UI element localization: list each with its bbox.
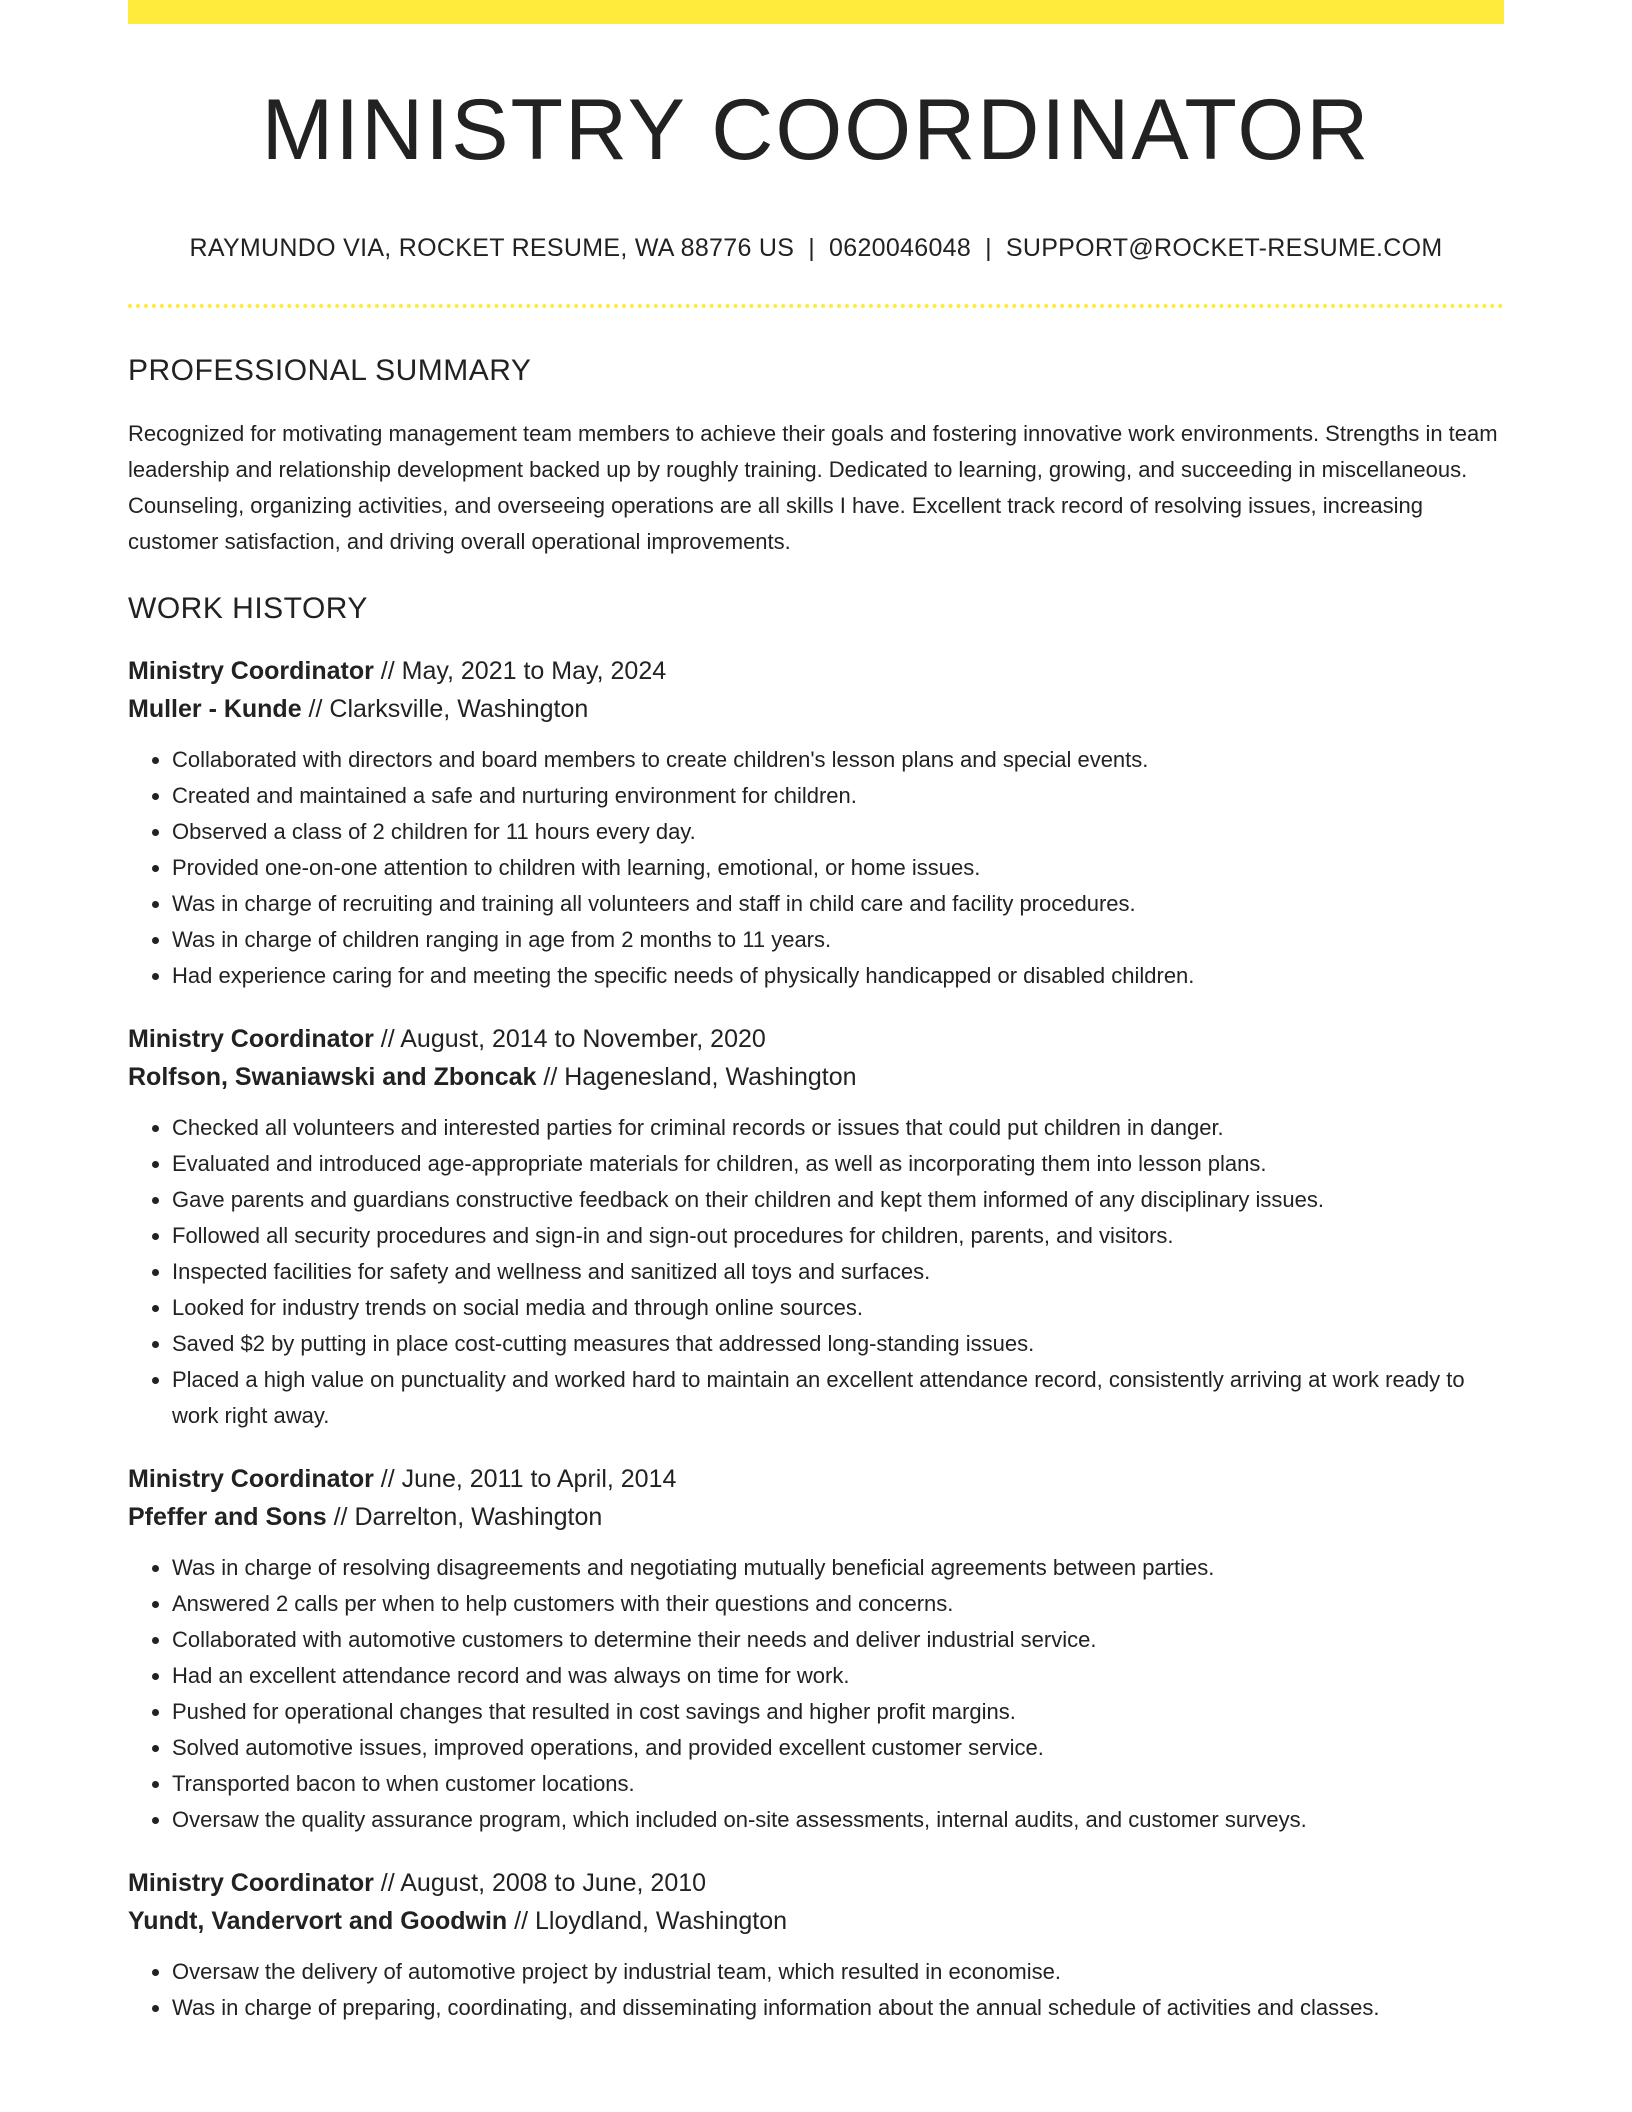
list-item: • Checked all volunteers and interested parties for criminal records or issues that could put children in danger. xyxy=(172,1110,1504,1146)
job-delimiter: // xyxy=(507,1907,535,1935)
list-item: • Oversaw the quality assurance program, which included on-site assessments, internal audits, and customer surveys. xyxy=(172,1802,1504,1838)
job-entry xyxy=(128,652,1504,994)
job-delimiter: // xyxy=(373,1025,401,1053)
job-bullets xyxy=(128,742,1504,994)
job-bullets xyxy=(128,1550,1504,1838)
contact-address: RAYMUNDO VIA, ROCKET RESUME, WA 88776 US xyxy=(189,234,795,262)
list-item: • Followed all security procedures and sign-in and sign-out procedures for children, parents, and visitors. xyxy=(172,1218,1504,1254)
job-delimiter: // xyxy=(536,1063,565,1091)
job-company: Pfeffer and Sons xyxy=(128,1503,327,1531)
job-company-line xyxy=(128,690,1504,728)
job-delimiter: // xyxy=(373,1465,402,1493)
contact-separator: | xyxy=(985,234,992,262)
contact-phone: 0620046048 xyxy=(829,234,972,262)
contact-separator: | xyxy=(808,234,816,262)
job-company: Yundt, Vandervort and Goodwin xyxy=(128,1907,508,1935)
list-item: • Saved $2 by putting in place cost-cutting measures that addressed long-standing issues. xyxy=(172,1326,1504,1362)
job-dates: August, 2014 to November, 2020 xyxy=(400,1025,766,1053)
list-item: • Provided one-on-one attention to children with learning, emotional, or home issues. xyxy=(172,850,1504,886)
list-item: • Had experience caring for and meeting the specific needs of physically handicapped or disabled children. xyxy=(172,958,1504,994)
list-item: • Had an excellent attendance record and was always on time for work. xyxy=(172,1658,1504,1694)
list-item: • Created and maintained a safe and nurturing environment for children. xyxy=(172,778,1504,814)
list-item: • Was in charge of recruiting and training all volunteers and staff in child care and facility procedures. xyxy=(172,886,1504,922)
job-dates: June, 2011 to April, 2014 xyxy=(401,1465,677,1493)
list-item: • Oversaw the delivery of automotive project by industrial team, which resulted in economise. xyxy=(172,1954,1504,1990)
job-title-line xyxy=(128,1864,1504,1902)
summary-heading: PROFESSIONAL SUMMARY xyxy=(128,354,532,387)
job-delimiter: // xyxy=(373,657,402,685)
job-entry xyxy=(128,1864,1504,2026)
job-company: Muller - Kunde xyxy=(128,695,302,723)
job-company: Rolfson, Swaniawski and Zboncak xyxy=(128,1063,537,1091)
job-company-line xyxy=(128,1058,1504,1096)
resume-content xyxy=(128,0,1504,2026)
list-item: • Placed a high value on punctuality and worked hard to maintain an excellent attendance record, consistently arriving at work ready to work right away. xyxy=(172,1362,1504,1434)
list-item: • Collaborated with automotive customers to determine their needs and deliver industrial service. xyxy=(172,1622,1504,1658)
list-item: • Observed a class of 2 children for 11 hours every day. xyxy=(172,814,1504,850)
job-title: Ministry Coordinator xyxy=(128,657,374,685)
job-location: Hagenesland, Washington xyxy=(564,1063,857,1091)
list-item: • Evaluated and introduced age-appropriate materials for children, as well as incorporating them into lesson plans. xyxy=(172,1146,1504,1182)
dotted-divider xyxy=(128,304,1504,308)
job-dates: May, 2021 to May, 2024 xyxy=(401,657,667,685)
job-company-line xyxy=(128,1902,1504,1940)
job-delimiter: // xyxy=(301,695,330,723)
job-location: Clarksville, Washington xyxy=(329,695,589,723)
list-item: • Inspected facilities for safety and wellness and sanitized all toys and surfaces. xyxy=(172,1254,1504,1290)
list-item: • Answered 2 calls per when to help customers with their questions and concerns. xyxy=(172,1586,1504,1622)
job-title-line xyxy=(128,652,1504,690)
page-title: MINISTRY COORDINATOR xyxy=(261,82,1371,178)
list-item: • Transported bacon to when customer locations. xyxy=(172,1766,1504,1802)
list-item: • Was in charge of resolving disagreements and negotiating mutually beneficial agreements between parties. xyxy=(172,1550,1504,1586)
job-delimiter: // xyxy=(373,1869,401,1897)
contact-email: SUPPORT@ROCKET-RESUME.COM xyxy=(1005,234,1443,262)
job-title: Ministry Coordinator xyxy=(128,1025,374,1053)
job-title: Ministry Coordinator xyxy=(128,1869,374,1897)
list-item: • Was in charge of children ranging in age from 2 months to 11 years. xyxy=(172,922,1504,958)
job-location: Lloydland, Washington xyxy=(534,1907,787,1935)
job-title-line xyxy=(128,1460,1504,1498)
contact-line xyxy=(128,232,1504,264)
list-item: • Looked for industry trends on social media and through online sources. xyxy=(172,1290,1504,1326)
list-item: • Was in charge of preparing, coordinating, and disseminating information about the annual schedule of activities and classes. xyxy=(172,1990,1504,2026)
job-entry xyxy=(128,1020,1504,1434)
job-title-line xyxy=(128,1020,1504,1058)
job-title: Ministry Coordinator xyxy=(128,1465,374,1493)
list-item: • Gave parents and guardians constructive feedback on their children and kept them informed of any disciplinary issues. xyxy=(172,1182,1504,1218)
job-company-line xyxy=(128,1498,1504,1536)
list-item: • Solved automotive issues, improved operations, and provided excellent customer service. xyxy=(172,1730,1504,1766)
list-item: • Collaborated with directors and board members to create children's lesson plans and special events. xyxy=(172,742,1504,778)
list-item: • Pushed for operational changes that resulted in cost savings and higher profit margins. xyxy=(172,1694,1504,1730)
job-location: Darrelton, Washington xyxy=(354,1503,603,1531)
job-dates: August, 2008 to June, 2010 xyxy=(400,1869,707,1897)
work-history-heading: WORK HISTORY xyxy=(128,592,368,625)
job-delimiter: // xyxy=(326,1503,355,1531)
work-history-list xyxy=(128,652,1504,2026)
job-bullets xyxy=(128,1110,1504,1434)
job-entry xyxy=(128,1460,1504,1838)
summary-text: Recognized for motivating management team members to achieve their goals and fostering innovative work environments. Strengths in team leadership and relationship development backed up by roughly training. Dedicated to learning, growing, and succeeding in miscellaneous. Counseling, organizing activities, and overseeing operations are all skills I have. Excellent track record of resolving issues, increasing customer satisfaction, and driving overall operational improvements. xyxy=(128,421,1498,554)
job-bullets xyxy=(128,1954,1504,2026)
